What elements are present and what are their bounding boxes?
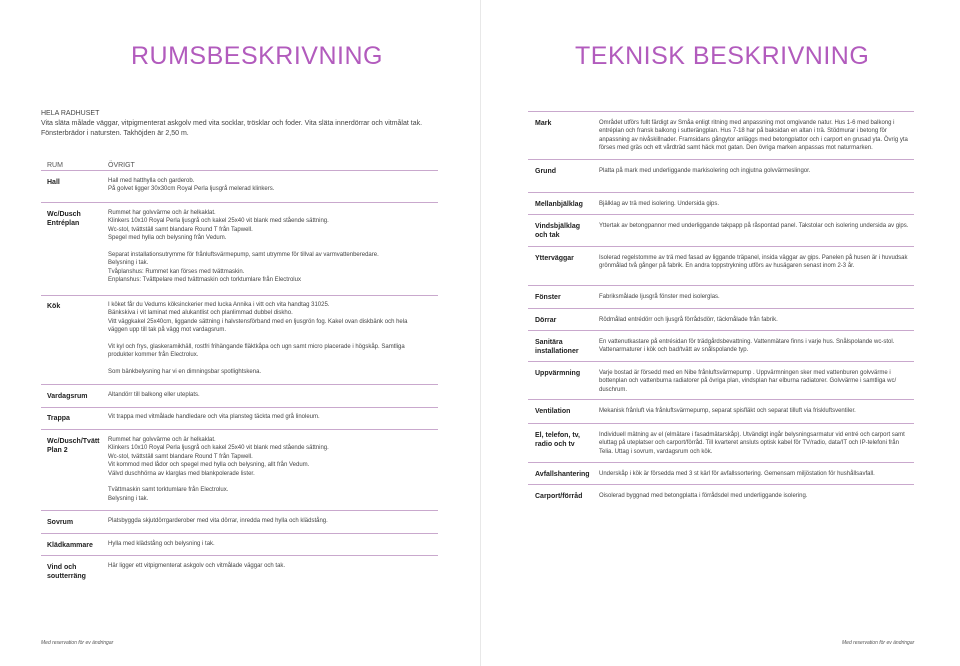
row-divider: [528, 111, 914, 112]
room-label: Klädkammare: [47, 542, 93, 549]
column-header-other: ÖVRIGT: [108, 162, 135, 169]
row-divider: [41, 384, 438, 385]
tech-description: Platta på mark med underliggande markisolering och ingjutna golvvärmeslingor.: [599, 168, 811, 174]
room-description: Här ligger ett vitpigmenterat askgolv och vitmålade väggar och tak.: [108, 563, 286, 569]
tech-label: Sanitära installationer: [535, 339, 579, 355]
tech-description: Isolerad regelstomme av trä med fasad av liggande träpanel, insida väggar av gips. Panelen på husen är i huvudsak grönmålad två gånger på fabrik. En andra toppstrykning utförs av husägaren senast inom 2-3 år.: [599, 255, 908, 270]
tech-label: Grund: [535, 168, 556, 175]
room-description: Hylla med klädstång och belysning i tak.: [108, 541, 215, 547]
intro-text: Vita släta målade väggar, vitpigmenterat askgolv med vita socklar, trösklar och foder. Vita släta innerdörrar och vitmålat tak. Fönsterbrädor i natursten. Takhöjden är 2,50 m.: [41, 120, 423, 137]
row-divider: [528, 308, 914, 309]
right-page: [480, 0, 960, 666]
tech-description: Fabriksmålade ljusgrå fönster med isolerglas.: [599, 294, 720, 300]
row-divider: [41, 295, 438, 296]
column-header-room: RUM: [47, 162, 63, 169]
tech-description: Mekanisk frånluft via frånluftsvärmepump, separat spisfläkt och separat tilluft via friskluftsventiler.: [599, 408, 856, 414]
row-divider: [41, 555, 438, 556]
row-divider: [528, 214, 914, 215]
row-divider: [528, 361, 914, 362]
row-divider: [41, 533, 438, 534]
tech-description: Individuell mätning av el (elmätare i fasadmätarskåp). Utvändigt ingår belysningsarmatur vid entré och carport samt eluttag på uteplatser och carport/förråd. Till kvarteret ansluts optisk kabel för TV/radio, data/IT och IP-telefoni från Telia. Uttag i sovrum, vardagsrum och kök.: [599, 432, 905, 455]
room-label: Wc/Dusch Entréplan: [47, 211, 81, 227]
row-divider: [528, 246, 914, 247]
tech-label: Ytterväggar: [535, 255, 574, 262]
tech-label: Uppvärmning: [535, 370, 581, 377]
intro: [41, 109, 441, 139]
tech-label: Fönster: [535, 294, 561, 301]
footer-note: Med reservation för ev ändringar: [842, 640, 915, 646]
row-divider: [41, 407, 438, 408]
tech-description: Yttertak av betongpannor med underliggande takpapp på råspontad panel. Takstolar och isolering undersida av gips.: [599, 223, 909, 229]
room-label: Sovrum: [47, 519, 74, 526]
room-description: Platsbyggda skjutdörrgarderober med vita dörrar, inredda med hylla och klädstång.: [108, 518, 328, 524]
tech-description: En vattenutkastare på entrésidan för trädgårdsbevattning. Vattenmätare finns i varje hus. Snålspolande wc-stol. Vattenarmaturer i kök och bad/tvätt av snålspolande typ.: [599, 339, 895, 354]
row-divider: [528, 285, 914, 286]
footer-note: Med reservation för ev ändringar: [41, 640, 114, 646]
row-divider: [528, 330, 914, 331]
intro-heading: HELA RADHUSET: [41, 110, 100, 117]
row-divider: [528, 462, 914, 463]
tech-description: Underskåp i kök är försedda med 3 st kärl för avfallssortering. Gemensam miljöstation för hushållsavfall.: [599, 471, 875, 477]
row-divider: [41, 429, 438, 430]
tech-label: Mellanbjälklag: [535, 201, 583, 208]
tech-description: Bjälklag av trä med isolering. Undersida gips.: [599, 201, 720, 207]
tech-label: Avfallshantering: [535, 471, 590, 478]
page-title: RUMSBESKRIVNING: [131, 42, 383, 70]
row-divider: [41, 510, 438, 511]
row-divider: [528, 484, 914, 485]
room-label: Wc/Dusch/Tvätt Plan 2: [47, 438, 100, 454]
tech-description: Varje bostad är försedd med en Nibe frånluftsvärmepump . Uppvärmningen sker med vattenburen golvvärme i bottenplan och vattenburna radiatorer på övriga plan, vindsplan har elburna radiatorer. Golvvärme i samtliga wc/ duschrum.: [599, 370, 897, 393]
tech-label: Dörrar: [535, 317, 557, 324]
row-divider: [528, 192, 914, 193]
room-description: Vit trappa med vitmålade handledare och vita plansteg täckta med grå linoleum.: [108, 414, 320, 420]
room-description: I köket får du Vedums köksinckerier med lucka Annika i vitt och vita handtag 31025. Bänkskiva i vit laminat med alukantlist och planlimmad dubbel diskho. Vitt väggkakel 25x40cm, liggande sättning i halvstensförband med en ljusgrön fog. Kakel ovan diskbänk och hela väggen upp till tak på vägg mot vardagsrum. Vit kyl och frys, glaskeramikhäll, rostfri frihängande fläktkåpa och ugn samt micro placerade i högskåp. Samtliga produkter kommer från Electrolux. Som bänkbelysning har vi en dimningsbar spotlightskena.: [108, 302, 408, 376]
room-label: Vardagsrum: [47, 393, 88, 400]
page-title: TEKNISK BESKRIVNING: [575, 42, 870, 70]
tech-description: Området utförs fullt färdigt av Småa enligt ritning med anpassning mot omgivande natur. Hus 1-6 med balkong i entréplan och fransk balkong i sutterängplan. Hus 7-18 har på baksidan en altan i trä. Stödmurar i betong för anpassning av nivåskillnader. Framsidans gångytor anläggs med betongplattor och i carport en grusad yta. Övrig yta förses med gräs och ett vårdträd samt häck mot gatan. Den övriga marken anpassas mot naturmarken.: [599, 120, 908, 152]
tech-description: Rödmålad entrédörr och ljusgrå förrådsdörr, täckmålade från fabrik.: [599, 317, 778, 323]
tech-label: Mark: [535, 120, 552, 127]
tech-description: Oisolerad byggnad med betongplatta i förrådsdel med underliggande isolering.: [599, 493, 808, 499]
room-description: Hall med hatthylla och garderob. På golvet ligger 30x30cm Royal Perla ljusgrå melerad klinkers.: [108, 178, 275, 193]
row-divider: [41, 202, 438, 203]
row-divider: [528, 159, 914, 160]
room-description: Altandörr till balkong eller uteplats.: [108, 392, 200, 398]
room-label: Hall: [47, 179, 60, 186]
room-label: Trappa: [47, 415, 70, 422]
tech-label: Ventilation: [535, 408, 571, 415]
room-label: Vind och soutterräng: [47, 564, 86, 580]
room-label: Kök: [47, 303, 61, 310]
tech-label: Vindsbjälklag och tak: [535, 223, 580, 239]
row-divider: [528, 399, 914, 400]
row-divider: [528, 423, 914, 424]
tech-label: El, telefon, tv, radio och tv: [535, 432, 580, 448]
room-description: Rummet har golvvärme och är helkaklat. Klinkers 10x10 Royal Perla ljusgrå och kakel 25x40 vit blank med stående sättning. Wc-stol, tvättställ samt blandare Round T från Tapwell. Spegel med hylla och belysning från Vedum. Separat installationsutrymme för frånluftsvärmepump, samt utrymme för tillval av varmvattenberedare. Belysning i tak. Tvåplanshus: Rummet kan förses med tvättmaskin. Enplanshus: Tvättpelare med tvättmaskin och torktumlare från Electrolux: [108, 210, 379, 284]
tech-label: Carport/förråd: [535, 493, 583, 500]
room-description: Rummet har golvvärme och är helkaklat. Klinkers 10x10 Royal Perla ljusgrå och kakel 25x40 vit blank med stående sättning. Wc-stol, tvättställ samt blandare Round T från Tapwell. Vit kommod med lådor och spegel med hylla och belysning, allt från Vedum. Välvd duschhörna av klarglas med blankpolerade lister. Tvättmaskin samt torktumlare från Electrolux. Belysning i tak.: [108, 437, 329, 502]
row-divider: [41, 170, 438, 171]
